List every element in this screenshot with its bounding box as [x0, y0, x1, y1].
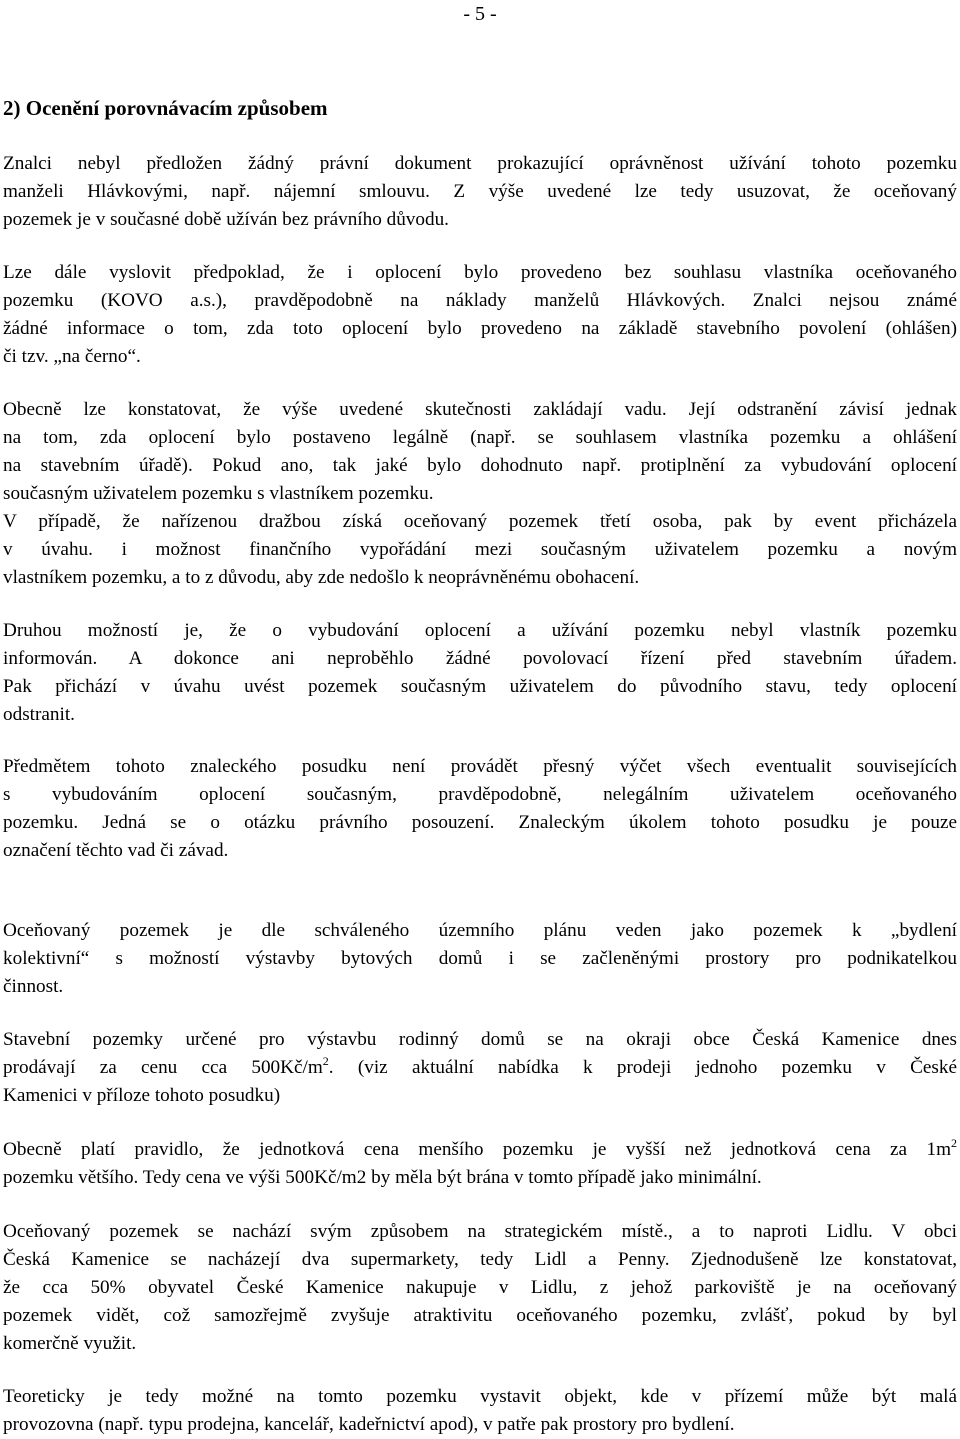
text-line: provozovna (např. typu prodejna, kancelář, kadeřnictví apod), v patře pak prostory pro bydlení.: [3, 1414, 735, 1435]
text-line: Druhou možností je, že o vybudování oplocení a užívání pozemku nebyl vlastník pozemku: [3, 620, 957, 641]
section-heading: 2) Ocenění porovnávacím způsobem: [3, 96, 328, 120]
paragraph-7: [3, 1026, 957, 1110]
text-line: Kamenici v příloze tohoto posudku): [3, 1085, 281, 1106]
text-line: V případě, že nařízenou dražbou získá oceňovaný pozemek třetí osoba, pak by event přicházela: [3, 511, 957, 532]
paragraph-5: [3, 753, 957, 865]
text-segment: . (viz aktuální nabídka k prodeji jednoho pozemku v České: [328, 1057, 958, 1078]
text-line: v úvahu. i možnost finančního vypořádání mezi současným uživatelem pozemku a novým: [3, 539, 957, 560]
text-line: [3, 1054, 957, 1082]
text-line: kolektivní“ s možností výstavby bytových domů i se začleněnými prostory pro podnikatelkou: [3, 948, 957, 969]
text-line: na stavebním úřadě). Pokud ano, tak jaké bylo dohodnuto např. protiplnění za vybudování oplocení: [3, 455, 957, 476]
text-line: [3, 1136, 957, 1164]
text-segment: prodávají za cenu cca 500Kč/m: [3, 1057, 323, 1078]
text-line: že cca 50% obyvatel České Kamenice nakupuje v Lidlu, z jehož parkoviště je na oceňovaný: [3, 1277, 957, 1298]
paragraph-9: [3, 1218, 957, 1358]
text-line: pozemku. Jedná se o otázku právního posouzení. Znaleckým úkolem tohoto posudku je pouze: [3, 812, 957, 833]
superscript: 2: [322, 1054, 329, 1068]
text-line: pozemku většího. Tedy cena ve výši 500Kč/m2 by měla být brána v tomto případě jako minimální.: [3, 1167, 762, 1188]
text-line: Pak přichází v úvahu uvést pozemek současným uživatelem do původního stavu, tedy oplocení: [3, 676, 957, 697]
text-line: označení těchto vad či závad.: [3, 840, 229, 861]
paragraph-3: [3, 396, 957, 592]
text-line: Oceňovaný pozemek je dle schváleného územního plánu veden jako pozemek k „bydlení: [3, 920, 957, 941]
text-line: Lze dále vyslovit předpoklad, že i oplocení bylo provedeno bez souhlasu vlastníka oceňovaného: [3, 262, 957, 283]
text-line: pozemek je v současné době užíván bez právního důvodu.: [3, 209, 449, 230]
text-line: činnost.: [3, 976, 64, 997]
paragraph-4: [3, 617, 957, 729]
text-line: Teoreticky je tedy možné na tomto pozemku vystavit objekt, kde v přízemí může být malá: [3, 1386, 957, 1407]
text-line: vlastníkem pozemku, a to z důvodu, aby zde nedošlo k neoprávněnému obohacení.: [3, 567, 640, 588]
text-line: manželi Hlávkovými, např. nájemní smlouvu. Z výše uvedené lze tedy usuzovat, že oceňovaný: [3, 181, 957, 202]
text-line: komerčně využit.: [3, 1333, 137, 1354]
text-line: na tom, zda oplocení bylo postaveno legálně (např. se souhlasem vlastníka pozemku a ohlášení: [3, 427, 957, 448]
text-line: s vybudováním oplocení současným, pravděpodobně, nelegálním uživatelem oceňovaného: [3, 784, 957, 805]
paragraph-10: [3, 1383, 957, 1439]
text-line: Předmětem tohoto znaleckého posudku není provádět přesný výčet všech eventualit souvisejících: [3, 756, 957, 777]
text-line: pozemku (KOVO a.s.), pravděpodobně na náklady manželů Hlávkových. Znalci nejsou známé: [3, 290, 957, 311]
text-segment: Obecně platí pravidlo, že jednotková cena menšího pozemku je vyšší než jednotková cena za 1m: [3, 1139, 951, 1160]
text-line: odstranit.: [3, 704, 75, 725]
text-line: Oceňovaný pozemek se nachází svým způsobem na strategickém místě., a to naproti Lidlu. V obci: [3, 1221, 957, 1242]
paragraph-8: [3, 1136, 957, 1192]
text-line: Obecně lze konstatovat, že výše uvedené skutečnosti zakládají vadu. Její odstranění závisí jednak: [3, 399, 957, 420]
paragraph-6: [3, 917, 957, 1001]
paragraph-1: [3, 150, 957, 234]
text-line: současným uživatelem pozemku s vlastníkem pozemku.: [3, 483, 434, 504]
text-line: žádné informace o tom, zda toto oplocení bylo provedeno na základě stavebního povolení (ohlášen): [3, 318, 957, 339]
text-line: pozemek vidět, což samozřejmě zvyšuje atraktivitu oceňovaného pozemku, zvlášť, pokud by byl: [3, 1305, 957, 1326]
text-line: Stavební pozemky určené pro výstavbu rodinný domů se na okraji obce Česká Kamenice dnes: [3, 1029, 957, 1050]
text-line: Česká Kamenice se nacházejí dva supermarkety, tedy Lidl a Penny. Zjednodušeně lze konstatovat,: [3, 1249, 957, 1270]
text-line: či tzv. „na černo“.: [3, 346, 141, 367]
superscript: 2: [951, 1136, 957, 1150]
text-line: Znalci nebyl předložen žádný právní dokument prokazující oprávněnost užívání tohoto pozemku: [3, 153, 957, 174]
paragraph-2: [3, 259, 957, 371]
text-line: informován. A dokonce ani neproběhlo žádné povolovací řízení před stavebním úřadem.: [3, 648, 957, 669]
page-number: - 5 -: [463, 3, 497, 25]
